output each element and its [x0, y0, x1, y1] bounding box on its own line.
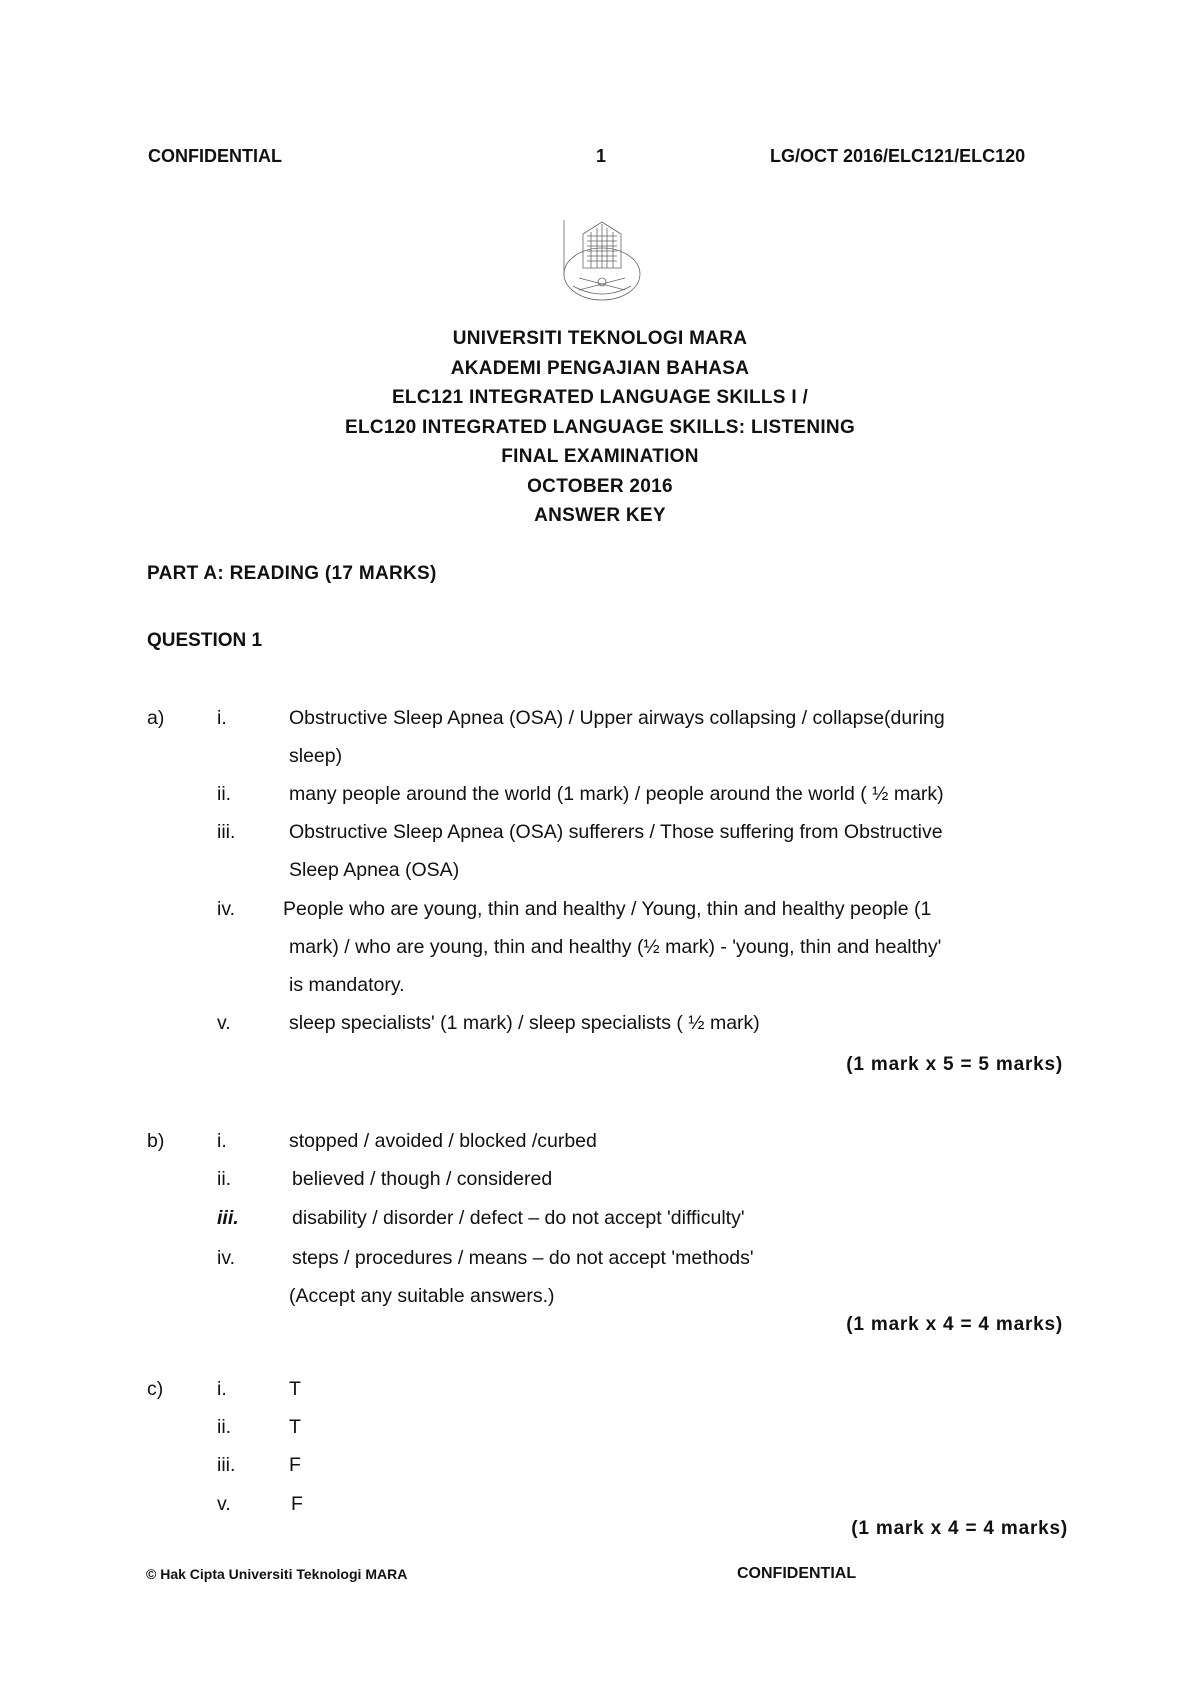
title-exam: FINAL EXAMINATION [501, 446, 699, 467]
section-c-num-i: i. [217, 1378, 227, 1400]
header-reference: LG/OCT 2016/ELC121/ELC120 [770, 146, 1026, 166]
section-c-num-iii: iii. [217, 1454, 236, 1476]
section-c-v-answer: F [291, 1493, 303, 1515]
title-university: UNIVERSITI TEKNOLOGI MARA [452, 328, 748, 349]
section-b-num-iii: iii. [217, 1207, 239, 1229]
part-heading: PART A: READING (17 MARKS) [147, 563, 437, 584]
section-c-iii-answer: F [289, 1454, 301, 1476]
section-a-iv-line1: People who are young, thin and healthy / Young, thin and healthy people (1 [283, 898, 932, 920]
section-a-iv-line2: mark) / who are young, thin and healthy (½ mark) - 'young, thin and healthy' [289, 936, 942, 958]
section-a-ii-line1: many people around the world (1 mark) / people around the world ( ½ mark) [289, 783, 944, 805]
section-c-num-ii: ii. [217, 1416, 232, 1438]
section-a-iii-line1: Obstructive Sleep Apnea (OSA) sufferers / Those suffering from Obstructive [289, 821, 943, 843]
section-b-iii-text: disability / disorder / defect – do not accept 'difficulty' [292, 1207, 745, 1229]
section-a-iii-line2: Sleep Apnea (OSA) [289, 859, 460, 881]
section-c-label: c) [147, 1378, 164, 1400]
section-b-num-i: i. [217, 1130, 227, 1152]
section-b-marks: (1 mark x 4 = 4 marks) [846, 1314, 1063, 1335]
header-confidential: CONFIDENTIAL [148, 146, 282, 166]
section-b-num-iv: iv. [217, 1247, 236, 1269]
section-a-v-line1: sleep specialists' (1 mark) / sleep specialists ( ½ mark) [289, 1012, 760, 1034]
section-b-iv-text: steps / procedures / means – do not accept 'methods' [292, 1247, 754, 1269]
section-a-i-line2: sleep) [289, 745, 343, 767]
section-a-num-v: v. [217, 1012, 231, 1034]
section-b-ii-text: believed / though / considered [292, 1168, 553, 1190]
title-course-elc120: ELC120 INTEGRATED LANGUAGE SKILLS: LISTENING [344, 416, 856, 438]
section-c-num-v: v. [217, 1493, 231, 1515]
section-a-i-line1: Obstructive Sleep Apnea (OSA) / Upper airways collapsing / collapse(during [289, 707, 945, 729]
title-block [0, 324, 1200, 531]
section-c-marks: (1 mark x 4 = 4 marks) [851, 1518, 1068, 1539]
section-a-num-i: i. [217, 707, 227, 729]
footer-confidential: CONFIDENTIAL [737, 1565, 857, 1582]
question-heading: QUESTION 1 [147, 630, 263, 651]
title-answer-key: ANSWER KEY [534, 505, 666, 526]
footer-copyright: © Hak Cipta Universiti Teknologi MARA [146, 1566, 408, 1582]
section-a-marks: (1 mark x 5 = 5 marks) [846, 1054, 1063, 1075]
section-a-iv-line3: is mandatory. [289, 974, 405, 996]
section-b-note: (Accept any suitable answers.) [289, 1285, 555, 1307]
university-crest-icon [561, 216, 643, 302]
title-academy: AKADEMI PENGAJIAN BAHASA [450, 357, 750, 379]
section-a-label: a) [147, 707, 165, 729]
section-b-label: b) [147, 1130, 165, 1152]
title-course-elc121: ELC121 INTEGRATED LANGUAGE SKILLS I / [391, 387, 809, 408]
section-c-i-answer: T [289, 1378, 301, 1400]
title-date: OCTOBER 2016 [527, 475, 673, 497]
section-a-num-ii: ii. [217, 783, 232, 805]
section-b-num-ii: ii. [217, 1168, 232, 1190]
section-c-ii-answer: T [289, 1416, 301, 1438]
page-number: 1 [596, 146, 607, 166]
section-b-i-text: stopped / avoided / blocked /curbed [289, 1130, 597, 1152]
section-a-num-iii: iii. [217, 821, 236, 843]
section-a-num-iv: iv. [217, 898, 236, 920]
